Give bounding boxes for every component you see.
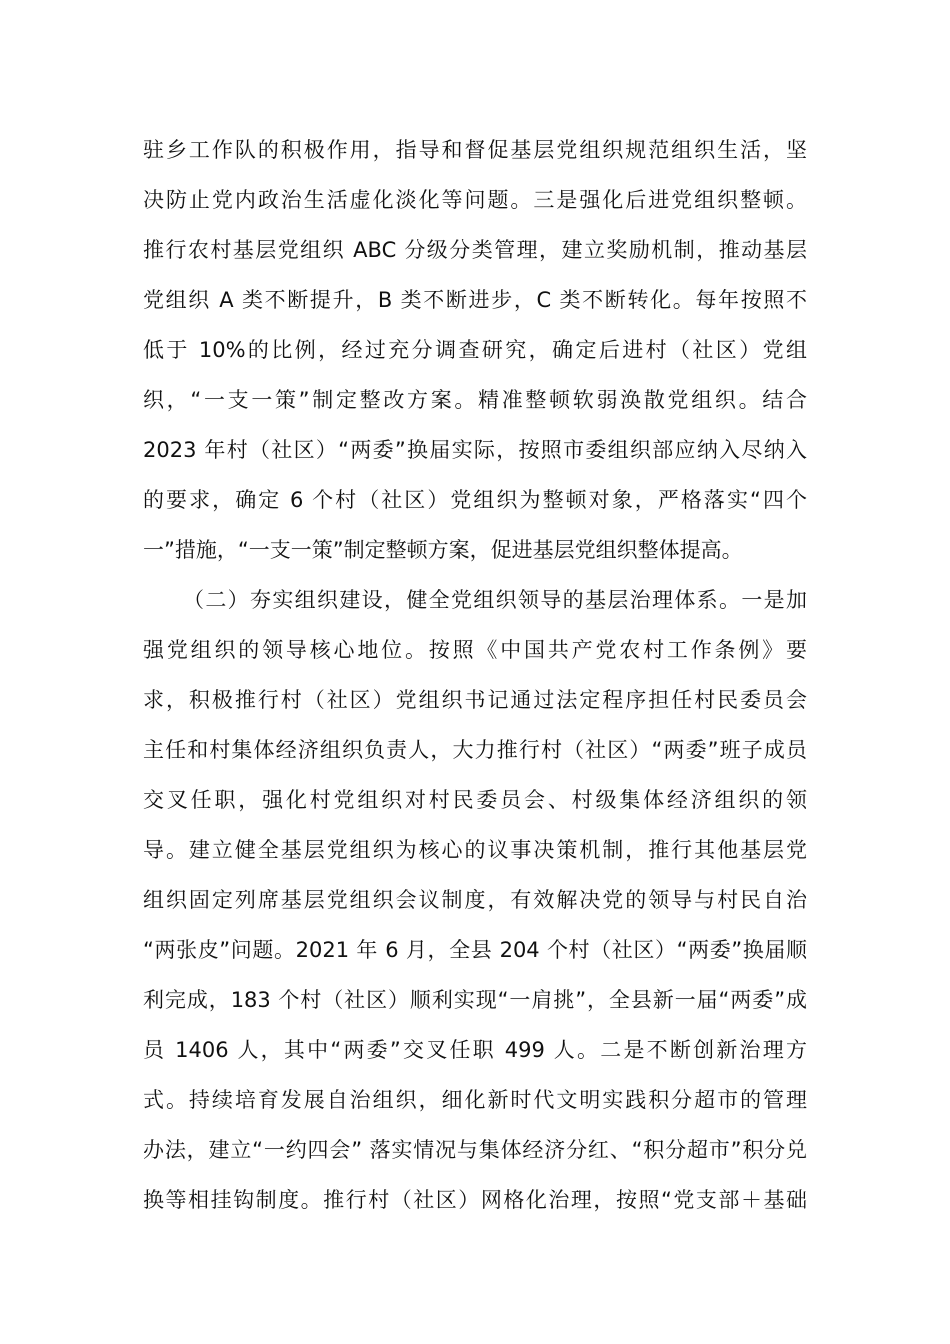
text-line: 推行农村基层党组织 ABC 分级分类管理，建立奖励机制，推动基层 xyxy=(143,238,807,262)
text-line: 党组织 A 类不断提升，B 类不断进步，C 类不断转化。每年按照不 xyxy=(143,288,807,312)
text-line: 员 1406 人，其中“两委”交叉任职 499 人。二是不断创新治理方 xyxy=(143,1038,807,1062)
paragraph-start-line: （二）夯实组织建设，健全党组织领导的基层治理体系。一是加 xyxy=(183,588,807,612)
text-line: 求，积极推行村（社区）党组织书记通过法定程序担任村民委员会 xyxy=(143,688,807,712)
text-line: 织，“一支一策”制定整改方案。精准整顿软弱涣散党组织。结合 xyxy=(143,388,807,412)
text-line: 式。持续培育发展自治组织，细化新时代文明实践积分超市的管理 xyxy=(143,1088,807,1112)
text-line: 利完成，183 个村（社区）顺利实现“一肩挑”，全县新一届“两委”成 xyxy=(143,988,807,1012)
text-line: 强党组织的领导核心地位。按照《中国共产党农村工作条例》要 xyxy=(143,638,807,662)
text-line: 决防止党内政治生活虚化淡化等问题。三是强化后进党组织整顿。 xyxy=(143,188,807,212)
text-line: 主任和村集体经济组织负责人，大力推行村（社区）“两委”班子成员 xyxy=(143,738,807,762)
text-line: 交叉任职，强化村党组织对村民委员会、村级集体经济组织的领 xyxy=(143,788,807,812)
text-line: 组织固定列席基层党组织会议制度，有效解决党的领导与村民自治 xyxy=(143,888,807,912)
text-line: 一”措施，“一支一策”制定整顿方案，促进基层党组织整体提高。 xyxy=(143,538,743,562)
text-line: 换等相挂钩制度。推行村（社区）网格化治理，按照“党支部＋基础 xyxy=(143,1188,807,1212)
text-line: 驻乡工作队的积极作用，指导和督促基层党组织规范组织生活，坚 xyxy=(143,138,807,162)
text-line: 导。建立健全基层党组织为核心的议事决策机制，推行其他基层党 xyxy=(143,838,807,862)
text-line: 2023 年村（社区）“两委”换届实际，按照市委组织部应纳入尽纳入 xyxy=(143,438,807,462)
text-line: 办法，建立“一约四会” 落实情况与集体经济分红、“积分超市”积分兑 xyxy=(143,1138,807,1162)
text-line: “两张皮”问题。2021 年 6 月，全县 204 个村（社区）“两委”换届顺 xyxy=(143,938,807,962)
text-line: 的要求，确定 6 个村（社区）党组织为整顿对象，严格落实“四个 xyxy=(143,488,807,512)
text-line: 低于 10%的比例，经过充分调查研究，确定后进村（社区）党组 xyxy=(143,338,807,362)
